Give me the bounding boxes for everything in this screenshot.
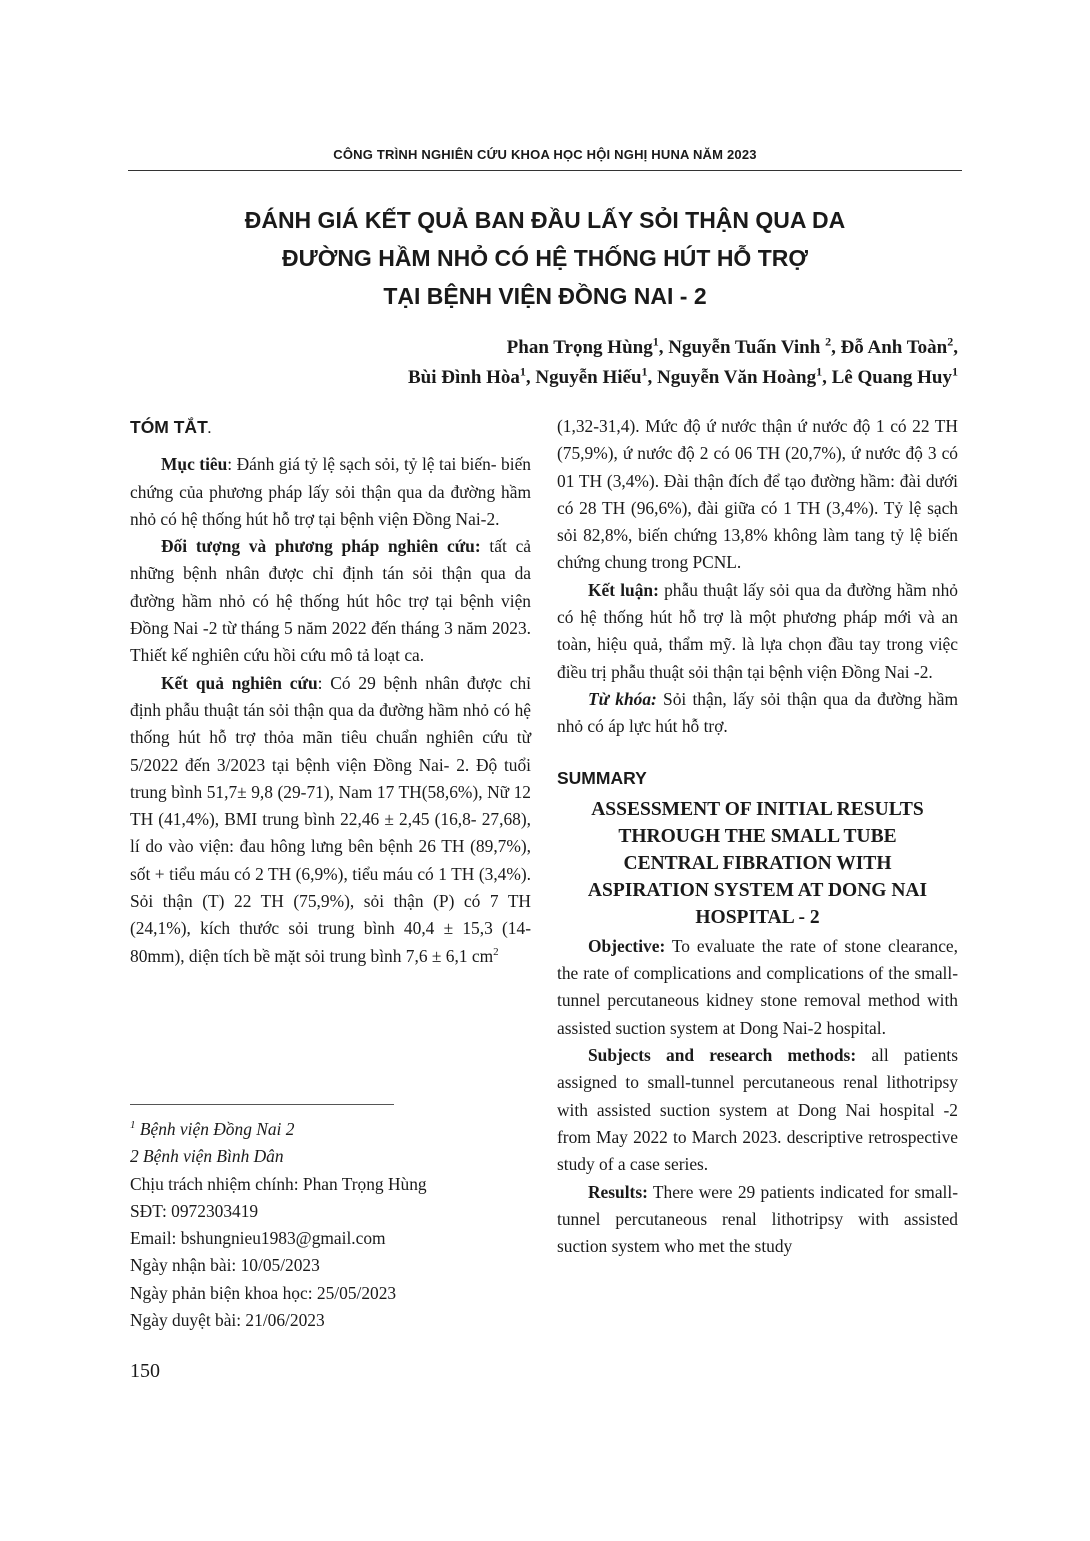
affiliation-sup: 1 <box>519 364 526 379</box>
objective-text: : Đánh giá tỷ lệ sạch sỏi, tỷ lệ tai biến- biến chứng của phương pháp lấy sỏi thận qua da đường hầm nhỏ có hệ thống hút hỗ trợ tại bệnh viện Đồng Nai-2. <box>130 454 531 529</box>
affiliation-sup: 1 <box>652 334 659 349</box>
english-title <box>557 796 958 931</box>
english-title-line: HOSPITAL - 2 <box>695 906 820 928</box>
affiliation-sup: 2 <box>825 334 832 349</box>
left-column <box>130 414 531 970</box>
affiliation-sup: 1 <box>816 364 823 379</box>
article-title <box>128 201 962 315</box>
objective-paragraph <box>130 451 531 533</box>
affiliation-sup: 1 <box>952 364 958 379</box>
author-name: , Nguyễn Tuấn Vinh <box>658 337 821 358</box>
corresponding-author: Chịu trách nhiệm chính: Phan Trọng Hùng <box>130 1173 427 1194</box>
right-column <box>557 413 958 1260</box>
results-continued: (1,32-31,4). Mức độ ứ nước thận ứ nước độ 1 có 22 TH (75,9%), ứ nước độ 2 có 06 TH (20,7%), ứ nước độ 3 có 01 TH (3,4%). Đài thận đích để tạo đường hầm: đài dưới có 28 TH (96,6%), đài giữa có 1 TH (3,4%). Tỷ lệ sạch sỏi 82,8%, biến chứng 13,8% không làm tang tỷ lệ biến chứng chung trong PCNL. <box>557 416 958 573</box>
conclusion-text: phẫu thuật lấy sỏi qua da đường hầm nhỏ có hệ thống hút hỗ trợ là một phương pháp mới và an toàn, hiệu quả, thẩm mỹ. là lựa chọn đầu tay trong việc điều trị phẫu thuật sỏi thận tại bệnh viện Đồng Nai -2. <box>557 579 958 682</box>
abstract-heading-text: TÓM TẮT <box>130 417 208 437</box>
english-title-line: THROUGH THE SMALL TUBE <box>618 825 897 847</box>
page-number: 150 <box>130 1360 160 1382</box>
en-methods-paragraph <box>557 1042 958 1178</box>
author-name: , Nguyễn Hiếu <box>525 367 642 388</box>
objective-label: Mục tiêu <box>161 454 228 475</box>
phone: SĐT: 0972303419 <box>130 1200 259 1221</box>
author-name: , Đỗ Anh Toàn <box>831 337 948 358</box>
author-name: , Lê Quang Huy <box>822 367 952 388</box>
title-line: ĐÁNH GIÁ KẾT QUẢ BAN ĐẦU LẤY SỎI THẬN QUA DA <box>244 207 846 233</box>
title-line: TẠI BỆNH VIỆN ĐỒNG NAI - 2 <box>383 283 707 309</box>
footnote-rule <box>130 1104 394 1105</box>
results-label: Kết quả nghiên cứu <box>161 672 318 693</box>
affiliation-sup: 1 <box>641 364 648 379</box>
methods-label: Đối tượng và phương pháp nghiên cứu: <box>161 536 481 557</box>
abstract-heading-dot: . <box>207 422 212 436</box>
en-objective-label: Objective: <box>588 935 666 956</box>
en-results-paragraph <box>557 1179 958 1261</box>
summary-heading: SUMMARY <box>557 767 647 788</box>
en-objective-paragraph <box>557 933 958 1042</box>
keywords-text: Sỏi thận, lấy sỏi thận qua da đường hầm nhỏ có áp lực hút hỗ trợ. <box>557 688 958 737</box>
header-rule <box>128 170 962 171</box>
english-title-line: ASPIRATION SYSTEM AT DONG NAI <box>587 879 928 901</box>
affiliation-sup: 2 <box>947 334 954 349</box>
english-title-line: ASSESSMENT OF INITIAL RESULTS <box>591 798 924 820</box>
keywords-paragraph <box>557 686 958 741</box>
affiliation-1-text: Bệnh viện Đồng Nai 2 <box>135 1119 295 1139</box>
en-objective-text: To evaluate the rate of stone clearance, the rate of complications and complications of the small-tunnel percutaneous kidney stone removal method with assisted suction system at Dong Nai-2 hospital. <box>557 935 958 1038</box>
affiliation-1 <box>130 1116 531 1143</box>
abstract-heading <box>130 414 531 443</box>
keywords-label: Từ khóa: <box>588 688 657 709</box>
results-superscript: 2 <box>493 945 499 958</box>
date-accepted: Ngày duyệt bài: 21/06/2023 <box>130 1310 325 1331</box>
title-line: ĐƯỜNG HẦM NHỎ CÓ HỆ THỐNG HÚT HỖ TRỢ <box>282 245 808 271</box>
running-head: CÔNG TRÌNH NGHIÊN CỨU KHOA HỌC HỘI NGHỊ HUNA NĂM 2023 <box>333 147 757 162</box>
conclusion-label: Kết luận: <box>588 579 659 600</box>
footnotes <box>130 1116 531 1334</box>
author-name: Phan Trọng Hùng <box>506 337 653 358</box>
english-title-line: CENTRAL FIBRATION WITH <box>623 852 892 874</box>
author-line <box>408 333 958 363</box>
author-name: , Nguyễn Văn Hoàng <box>647 367 817 388</box>
en-results-text: There were 29 patients indicated for small-tunnel percutaneous renal lithotripsy with assisted suction system who met the study <box>557 1181 958 1257</box>
date-reviewed: Ngày phản biện khoa học: 25/05/2023 <box>130 1282 397 1303</box>
affiliation-1-sup: 1 <box>130 1119 136 1132</box>
author-line <box>408 363 958 393</box>
affiliation-2-text: 2 Bệnh viện Bình Dân <box>130 1146 284 1167</box>
results-text: : Có 29 bệnh nhân được chỉ định phẫu thuật tán sỏi thận qua da đường hầm nhỏ có hệ thống hút hỗ trợ thỏa mãn tiêu chuẩn nghiên cứu từ 5/2022 đến 3/2023 tại bệnh viện Đồng Nai- 2. Độ tuổi trung bình 51,7± 9,8 (29-71), Nam 17 TH(58,6%), Nữ 12 TH (41,4%), BMI trung bình 22,46 ± 2,45 (16,8- 27,68), lí do vào viện: đau hông lưng bên bệnh 26 TH (89,7%), sốt + tiểu máu có 2 TH (6,9%), tiểu máu có 1 TH (3,4%). Sỏi thận (T) 22 TH (75,9%), sỏi thận (P) có 7 TH (24,1%), kích thước sỏi trung bình 40,4 ± 15,3 (14-80mm), diện tích bề mặt sỏi trung bình 7,6 ± 6,1 cm <box>130 672 531 966</box>
date-received: Ngày nhận bài: 10/05/2023 <box>130 1255 320 1276</box>
affiliation-2 <box>130 1143 531 1170</box>
conclusion-paragraph <box>557 577 958 686</box>
email: Email: bshungnieu1983@gmail.com <box>130 1228 386 1249</box>
author-name: Bùi Đình Hòa <box>407 367 520 388</box>
author-separator: , <box>953 337 958 358</box>
methods-text: tất cả những bệnh nhân được chỉ định tán sỏi thận qua da đường hầm nhỏ có hệ thống hút hôc trợ tại bệnh viện Đồng Nai -2 từ tháng 5 năm 2022 đến tháng 3 năm 2023. Thiết kế nghiên cứu hồi cứu mô tả loạt ca. <box>130 536 532 666</box>
methods-paragraph <box>130 533 531 669</box>
en-methods-text: all patients assigned to small-tunnel percutaneous renal lithotripsy with assisted suction system at Dong Nai hospital -2 from May 2022 to March 2023. descriptive retrospective study of a case series. <box>557 1045 958 1175</box>
en-methods-label: Subjects and research methods: <box>588 1045 857 1066</box>
results-paragraph <box>130 670 531 970</box>
en-results-label: Results: <box>588 1181 648 1202</box>
author-list <box>408 333 958 393</box>
